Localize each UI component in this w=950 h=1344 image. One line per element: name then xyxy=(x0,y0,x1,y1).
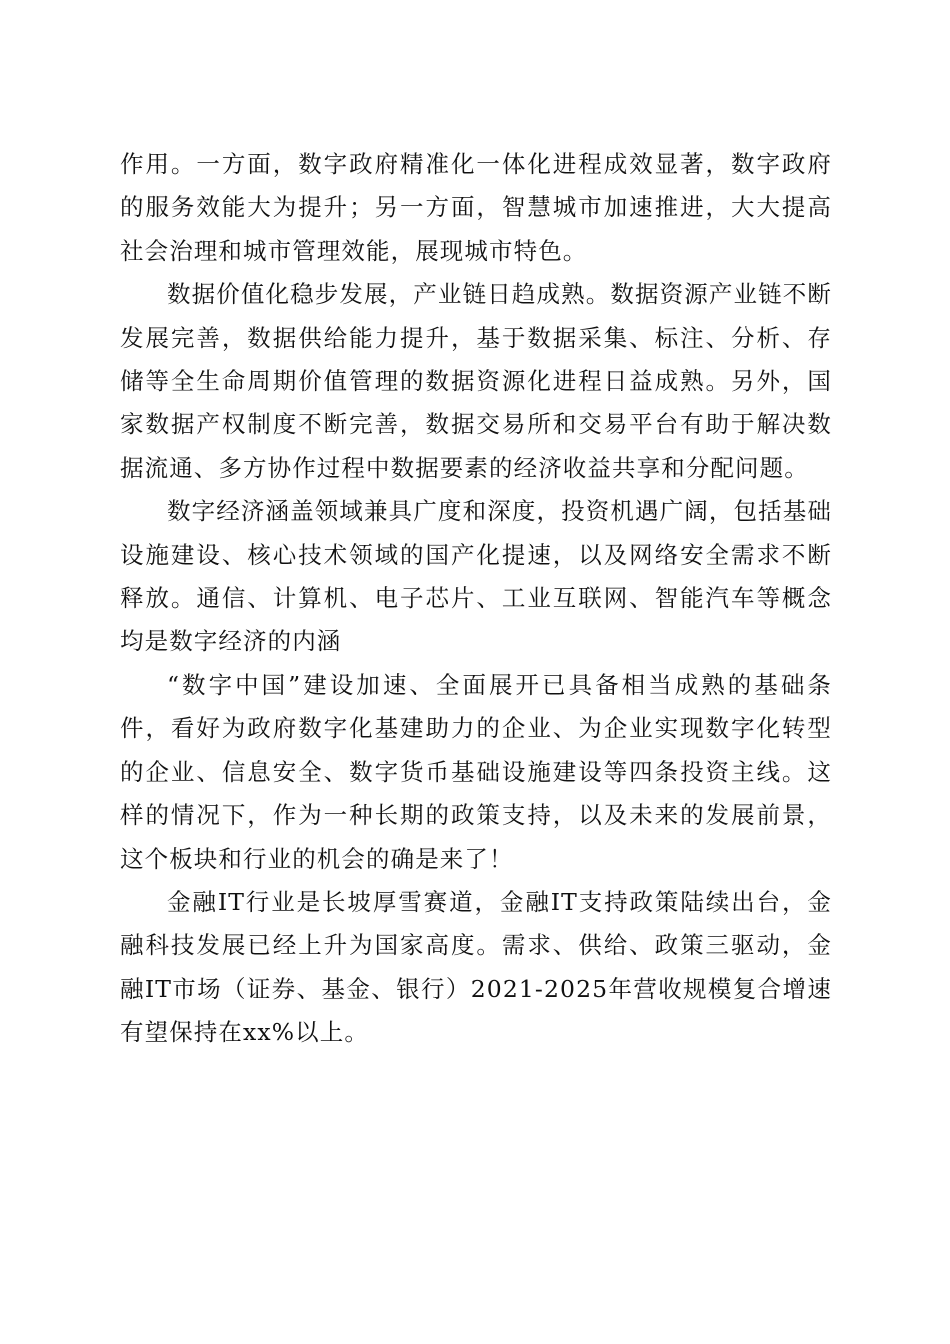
paragraph-digital-china: “数字中国”建设加速、全面展开已具备相当成熟的基础条件，看好为政府数字化基建助力的企业、为企业实现数字化转型的企业、信息安全、数字货币基础设施建设等四条投资主线。这样的情况下，作为一种长期的政策支持，以及未来的发展前景，这个板块和行业的机会的确是来了！ xyxy=(120,670,832,873)
paragraph-digital-economy: 数字经济涵盖领域兼具广度和深度，投资机遇广阔，包括基础设施建设、核心技术领域的国产化提速，以及网络安全需求不断释放。通信、计算机、电子芯片、工业互联网、智能汽车等概念均是数字经济的内涵 xyxy=(120,497,832,656)
paragraph-digital-government: 作用。一方面，数字政府精准化一体化进程成效显著，数字政府的服务效能大为提升；另一方面，智慧城市加速推进，大大提高社会治理和城市管理效能，展现城市特色。 xyxy=(120,150,832,265)
document-body xyxy=(120,143,832,1055)
paragraph-data-value: 数据价值化稳步发展，产业链日趋成熟。数据资源产业链不断发展完善，数据供给能力提升，基于数据采集、标注、分析、存储等全生命周期价值管理的数据资源化进程日益成熟。另外，国家数据产权制度不断完善，数据交易所和交易平台有助于解决数据流通、多方协作过程中数据要素的经济收益共享和分配问题。 xyxy=(120,280,832,482)
paragraph-financial-it: 金融IT行业是长坡厚雪赛道，金融IT支持政策陆续出台，金融科技发展已经上升为国家高度。需求、供给、政策三驱动，金融IT市场（证券、基金、银行）2021-2025年营收规模复合增速有望保持在xx%以上。 xyxy=(120,887,832,1047)
